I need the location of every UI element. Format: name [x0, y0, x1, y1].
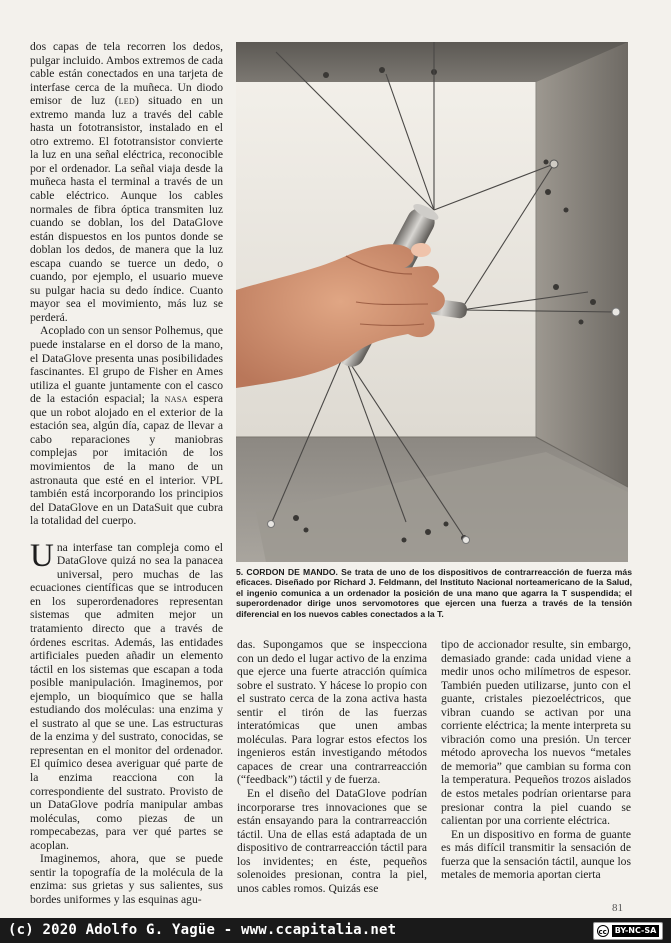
text-column-3	[441, 638, 631, 882]
drop-cap: U	[30, 537, 54, 574]
cc-license-badge[interactable]	[593, 922, 663, 940]
paragraph: En un dispositivo en forma de guante es más difícil transmitir la sensación de fuerza que la sensación táctil, aunque los metales de memoria aportan cierta	[441, 827, 631, 882]
paragraph: dos capas de tela recorren los dedos, pulgar incluido. Ambos extremos de cada cable están conectados en una tarjeta de interfase cerca de la muñeca. Un diodo emisor de luz (led) situado en un extremo manda luz a través del cable hasta un fototransistor, instalado en el otro extremo. El fototransistor convierte la luz en una señal eléctrica, reconocible por el ordenador. La señal viaja desde la muñeca hasta el terminal a través de un cable eléctrico. Aunque los cables normales de fibra óptica transmiten luz cuando se doblan, los del DataGlove están dispuestos en los puntos donde se doblan los dedos, de manera que la luz escapa cuando se tuerce un dedo, o cuando, por ejemplo, el usuario mueve su pulgar hacia su dedo índice. Cuanto mayor sea el movimiento, más luz se perderá.	[30, 40, 223, 324]
figure-caption: 5. CORDON DE MANDO. Se trata de uno de los dispositivos de contrarreacción de fuerza más eficaces. Diseñado por Richard J. Feldmann, del Instituto Nacional norteamericano de la Salud, el ingenio comunica a un ordenador la posición de una mano que agarra la T suspendida; el superordenador dirige unos servomotores que ejercen una fuerza a través de la tensión diferencial en los nuevos cables conectados a la T.	[236, 567, 632, 619]
text-column-2	[237, 638, 427, 895]
paragraph: Acoplado con un sensor Polhemus, que puede instalarse en el dorso de la mano, el DataGlove presenta unas posibilidades fascinantes. El grupo de Fisher en Ames utiliza el guante juntamente con el casco de la estación espacial; la nasa espera que un robot alojado en el exterior de la estación sea, algún día, capaz de llevar a cabo reparaciones y maniobras complejas por imitación de los movimientos de la mano de un astronauta que esté en el interior. VPL también está incorporando los principios del DataGlove en un DataSuit que cubra la totalidad del cuerpo.	[30, 324, 223, 528]
footer-bar	[0, 918, 671, 943]
creative-commons-icon: cc	[597, 925, 609, 937]
license-terms: BY-NC-SA	[612, 925, 660, 937]
paragraph: tipo de accionador resulte, sin embargo, demasiado grande: cada unidad viene a medir unos ocho milímetros de espesor. También pueden utilizarse, junto con el guante, cristales piezoeléctricos, que vibran cuando se activan por una corriente eléctrica; la mente interpreta su vibración como una presión. Un tercer método aprovecha los nuevos “metales de memoria” que cambian su forma con la temperatura. Pequeños trozos aislados de estos metales podrían orientarse para presionar contra la piel cuando se calientan por una corriente eléctrica.	[441, 638, 631, 828]
text-column-1	[30, 40, 223, 906]
paragraph: das. Supongamos que se inspecciona con un dedo el lugar activo de la enzima que ejerce una fuerte atracción química sobre el sustrato. Y hácese lo propio con el sustrato cerca de la zona activa hasta sentir el tirón de las fuerzas interatómicas que unen ambas moléculas. Para lograr estos efectos los ingenieros están investigando métodos capaces de crear una contrarreacción (“feedback”) táctil y de fuerza.	[237, 638, 427, 787]
copyright-text: (c) 2020 Adolfo G. Yagüe - www.ccapitalia.net	[8, 922, 397, 938]
paragraph-dropcap: Una interfase tan compleja como el DataGlove quizá no sea la panacea universal, pero muchas de las ecuaciones científicas que se introducen en los superordenadores representan sistemas que admiten mejor un tratamiento directo que a través de órdenes escritas. Además, las entidades artificiales pueden añadir un elemento táctil en los sistemas que escapan a toda posible manipulación. Imaginemos, por ejemplo, un bioquímico que se halla estudiando dos moléculas: una enzima y el sustrato al que se une. Las estructuras de la enzima y del sustrato, conocidas, se representan en el monitor del ordenador. El químico desea averiguar qué parte de la enzima reacciona con la correspondiente del sustrato. Provisto de un DataGlove podría manipular ambas moléculas, como piezas de un rompecabezas, para ver qué partes se acoplan.	[30, 537, 223, 852]
force-feedback-device-illustration	[236, 42, 628, 562]
page-number: 81	[612, 902, 623, 914]
paragraph: Imaginemos, ahora, que se puede sentir la topografía de la molécula de la enzima: sus grietas y sus salientes, sus bordes uniformes y las esquinas agu-	[30, 852, 223, 906]
paragraph: En el diseño del DataGlove podrían incorporarse tres innovaciones que se están ensayando para la contrarreacción táctil. Una de ellas está adaptada de un dispositivo de contrarreacción táctil para los invidentes; en éste, pequeños solenoides presionan, contra la piel, unos cables romos. Quizás ese	[237, 787, 427, 895]
figure-photo	[236, 42, 628, 562]
